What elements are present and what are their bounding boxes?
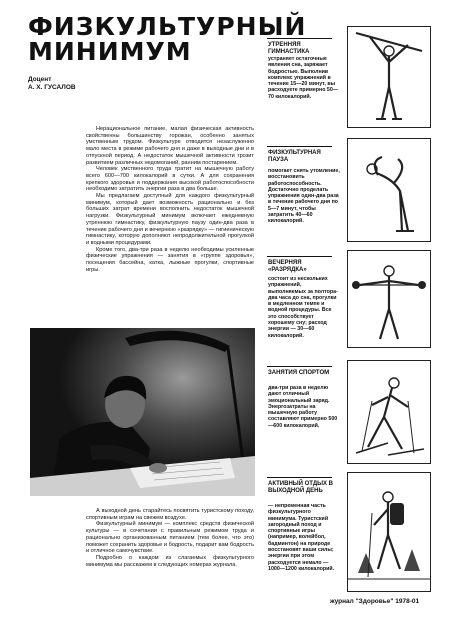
closing-paragraph-3: Подробно о каждом из слагаемых физкультурного минимума мы расскажем в следующих номерах журнала. bbox=[86, 554, 254, 568]
sidebar-heading-morning: УТРЕННЯЯ ГИМНАСТИКА bbox=[268, 42, 310, 55]
sidebar-rule-5 bbox=[267, 477, 332, 478]
work-pause-illustration bbox=[348, 139, 430, 241]
body-paragraph-1: Нерациональное питание, малая физическая активность свойственны большинству горожан, особенно занятых умственным трудом. Физкультуре отводится незаслуженно мало места в режиме рабочего дня и даже в выходные дни и в отпускной период. А недостаток мышечной активности грозит развитием различных недомоганий, ранним постарением. bbox=[86, 126, 254, 166]
figure-skiing bbox=[347, 360, 431, 464]
sidebar-heading-sport: ЗАНЯТИЯ СПОРТОМ bbox=[268, 370, 330, 376]
author-byline bbox=[28, 76, 76, 92]
title-line-2: МИНИМУМ bbox=[28, 37, 192, 66]
sidebar-rule-4 bbox=[267, 366, 332, 367]
figure-morning-exercise bbox=[347, 26, 431, 128]
sidebar-heading-pause: ФИЗКУЛЬТУРНАЯ ПАУЗА bbox=[268, 150, 321, 163]
author-name: А. Х. ГУСАЛОВ bbox=[28, 84, 76, 91]
sidebar-text-weekend: — непременная часть физкультурного минимума. Туристский загородный поход и спортивные игры (например, волейбол, бадминтон) на природе восстановят ваши силы; энергии при этом расходуется немало — 1000—1200 килокалорий. bbox=[268, 503, 335, 572]
body-paragraph-4: Кроме того, два-три раза в неделю необходимы усиленные физические упражнения — занятия в «группе здоровья», посещения бассейна, катка, лыжные прогулки, спортивные игры. bbox=[86, 246, 254, 273]
skier-illustration bbox=[348, 361, 430, 463]
closing-text bbox=[86, 508, 254, 568]
sidebar-rule-2 bbox=[267, 146, 332, 147]
closing-paragraph-2: Физкультурный минимум — комплекс средств физической культуры — в сочетании с правильным режимом труда и рационально организованным питанием (тем более, что это) поможет сохранить здоровье и бодрость, подарит вам бодрость и отличное самочувствие. bbox=[86, 521, 254, 555]
figure-hiking bbox=[347, 472, 431, 592]
morning-exercise-illustration bbox=[348, 27, 430, 127]
sidebar-heading-evening: ВЕЧЕРНЯЯ «РАЗРЯДКА» bbox=[268, 260, 307, 273]
sidebar-text-morning: устраняет остаточные явления сна, заряжает бодростью. Выполнив комплекс упражнений в течение 15—20 минут, вы расходуете примерно 50—70 килокалорий. bbox=[268, 56, 339, 100]
photo-illustration bbox=[30, 328, 255, 496]
author-role: Доцент bbox=[28, 76, 52, 83]
hiker-illustration bbox=[348, 473, 430, 591]
article-body bbox=[86, 126, 254, 273]
journal-footer: журнал "Здоровье" 1978-01 bbox=[330, 598, 420, 605]
title-line-1: ФИЗКУЛЬТУРНЫЙ bbox=[28, 12, 307, 41]
sidebar-rule-3 bbox=[267, 256, 332, 257]
sidebar-text-evening: состоит из нескольких упражнений, выполняемых за полтора-два часа до сна, прогулки в медленном темпе и водной процедуры. Все это способствует хорошему сну; расход энергии — 30—60 килокалорий. bbox=[268, 276, 338, 339]
figure-evening-exercise bbox=[347, 250, 431, 348]
sidebar-heading-weekend: АКТИВНЫЙ ОТДЫХ В ВЫХОДНОЙ ДЕНЬ bbox=[268, 481, 333, 494]
evening-exercise-illustration bbox=[348, 251, 430, 347]
photo-man-studying bbox=[30, 328, 255, 496]
figure-work-pause bbox=[347, 138, 431, 242]
body-paragraph-2: Человек умственного труда тратит на мышечную работу всего 600—700 килокалорий в сутки. А для сохранения крепкого здоровья и поддержания высокой работоспособности необходимо затратить энергии раза в два больше. bbox=[86, 166, 254, 193]
sidebar-text-pause: помогает снять утомление, восстановить работоспособность. Достаточно проделать упражнения один-два раза в течение рабочего дня по 5—7 минут, чтобы затратить 40—60 килокалорий. bbox=[268, 168, 340, 225]
sidebar-rule-1 bbox=[267, 38, 332, 39]
sidebar-text-sport: два-три раза в неделю дают отличный эмоциональный заряд. Энергозатраты на мышечную работу составляют примерно 500—600 килокалорий. bbox=[268, 385, 338, 429]
body-paragraph-3: Мы предлагаем доступный для каждого физкультурный минимум, который дает возможность рационально и без больших затрат времени восполнить недостаток мышечной нагрузки. Физкультурный минимум включает ежедневную утреннюю гимнастику, физкультурную паузу один-два раза в течение рабочего дня и вечернюю «разрядку» — гигиеническую гимнастику, которую дополняют непродолжительной прогулкой и водными процедурами. bbox=[86, 193, 254, 246]
closing-paragraph-1: А выходной день старайтесь посвятить туристскому походу, спортивным играм на свежем воздухе. bbox=[86, 508, 254, 521]
